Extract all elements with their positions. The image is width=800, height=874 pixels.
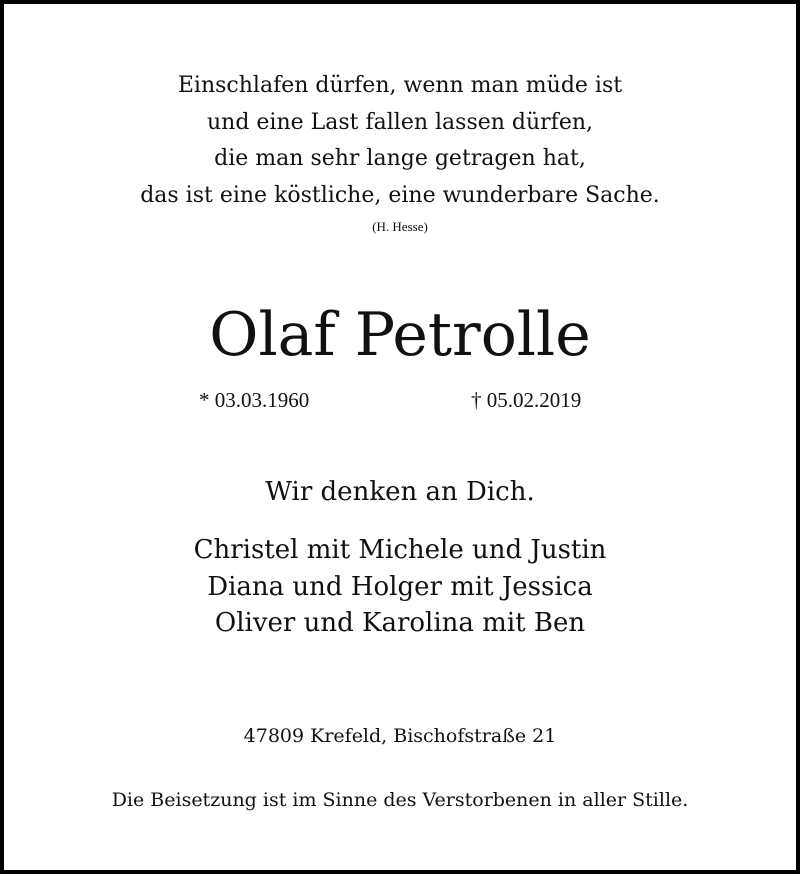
mourners-list — [4, 532, 796, 642]
mourner-line: Oliver und Karolina mit Ben — [214, 608, 586, 638]
death-date: † 05.02.2019 — [471, 388, 582, 412]
farewell-message: Wir denken an Dich. — [265, 477, 535, 507]
deceased-name: Olaf Petrolle — [209, 300, 591, 370]
poem-quote — [4, 68, 796, 214]
mourner-line: Christel mit Michele und Justin — [193, 535, 607, 565]
poem-line: die man sehr lange getragen hat, — [214, 146, 586, 171]
mourner-line: Diana und Holger mit Jessica — [207, 571, 593, 602]
poem-line: Einschlafen dürfen, wenn man müde ist — [177, 73, 623, 98]
birth-date: * 03.03.1960 — [199, 388, 310, 412]
family-address: 47809 Krefeld, Bischofstraße 21 — [243, 725, 557, 747]
poem-attribution: (H. Hesse) — [372, 219, 428, 234]
burial-note: Die Beisetzung ist im Sinne des Verstorbenen in aller Stille. — [111, 789, 689, 811]
poem-line: das ist eine köstliche, eine wunderbare Sache. — [140, 182, 660, 208]
life-dates — [4, 385, 796, 415]
poem-line: und eine Last fallen lassen dürfen, — [206, 109, 594, 135]
